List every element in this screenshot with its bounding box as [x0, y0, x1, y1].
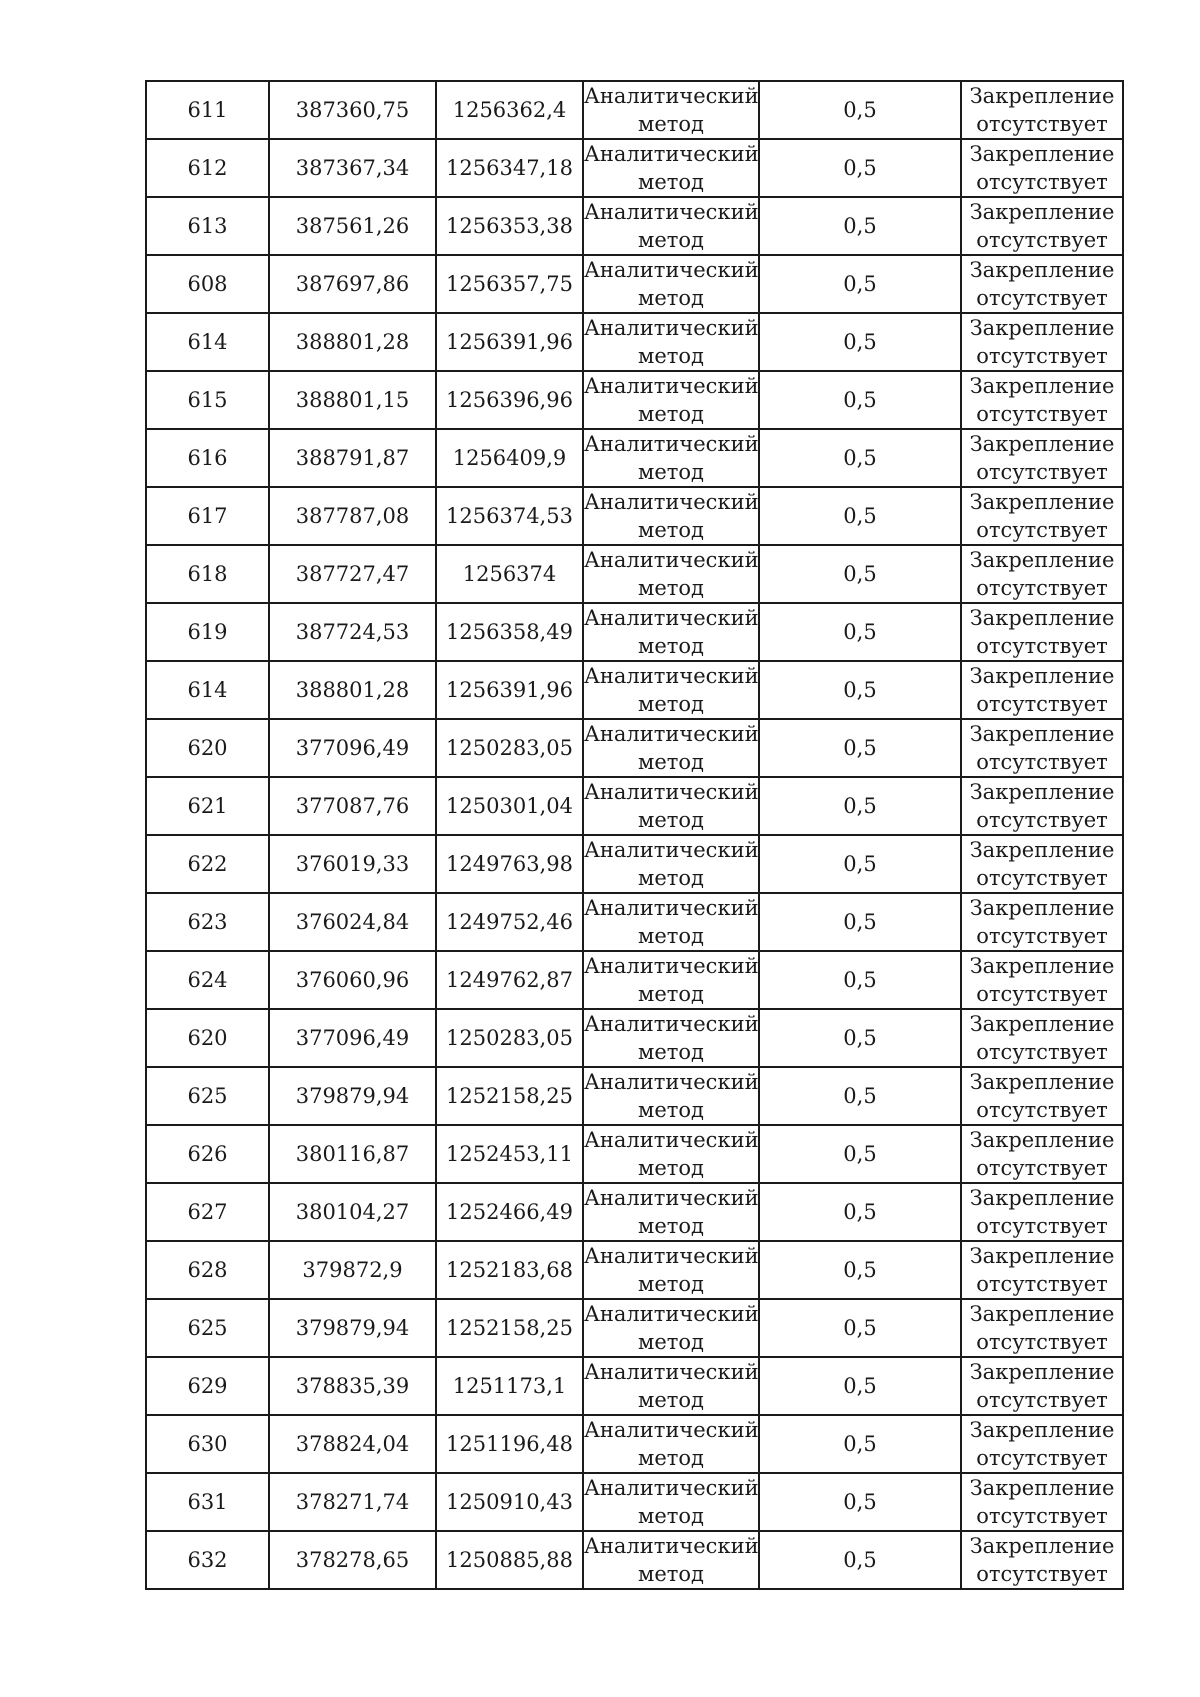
fixing-cell: Закрепление отсутствует [961, 835, 1123, 893]
point-number-cell: 614 [146, 313, 269, 371]
fixing-cell: Закрепление отсутствует [961, 1241, 1123, 1299]
y-coordinate-cell: 1250910,43 [436, 1473, 583, 1531]
table-row [146, 1531, 1123, 1589]
table-row [146, 1415, 1123, 1473]
method-cell: Аналитический метод [583, 545, 759, 603]
accuracy-cell: 0,5 [759, 197, 961, 255]
point-number-cell: 622 [146, 835, 269, 893]
method-cell: Аналитический метод [583, 1125, 759, 1183]
table-row [146, 1473, 1123, 1531]
table-row [146, 1241, 1123, 1299]
x-coordinate-cell: 387697,86 [269, 255, 436, 313]
point-number-cell: 617 [146, 487, 269, 545]
y-coordinate-cell: 1250283,05 [436, 719, 583, 777]
x-coordinate-cell: 388791,87 [269, 429, 436, 487]
table-row [146, 429, 1123, 487]
accuracy-cell: 0,5 [759, 603, 961, 661]
accuracy-cell: 0,5 [759, 1299, 961, 1357]
x-coordinate-cell: 376019,33 [269, 835, 436, 893]
point-number-cell: 630 [146, 1415, 269, 1473]
table-row [146, 1183, 1123, 1241]
accuracy-cell: 0,5 [759, 835, 961, 893]
fixing-cell: Закрепление отсутствует [961, 1183, 1123, 1241]
table-row [146, 487, 1123, 545]
x-coordinate-cell: 379872,9 [269, 1241, 436, 1299]
accuracy-cell: 0,5 [759, 893, 961, 951]
point-number-cell: 620 [146, 1009, 269, 1067]
table-row [146, 719, 1123, 777]
accuracy-cell: 0,5 [759, 371, 961, 429]
fixing-cell: Закрепление отсутствует [961, 371, 1123, 429]
method-cell: Аналитический метод [583, 1415, 759, 1473]
method-cell: Аналитический метод [583, 1241, 759, 1299]
point-number-cell: 623 [146, 893, 269, 951]
point-number-cell: 621 [146, 777, 269, 835]
y-coordinate-cell: 1256391,96 [436, 661, 583, 719]
x-coordinate-cell: 377096,49 [269, 719, 436, 777]
method-cell: Аналитический метод [583, 777, 759, 835]
y-coordinate-cell: 1256374 [436, 545, 583, 603]
fixing-cell: Закрепление отсутствует [961, 893, 1123, 951]
x-coordinate-cell: 387727,47 [269, 545, 436, 603]
point-number-cell: 632 [146, 1531, 269, 1589]
fixing-cell: Закрепление отсутствует [961, 603, 1123, 661]
accuracy-cell: 0,5 [759, 1473, 961, 1531]
point-number-cell: 614 [146, 661, 269, 719]
point-number-cell: 611 [146, 81, 269, 139]
table-row [146, 1125, 1123, 1183]
table-row [146, 255, 1123, 313]
accuracy-cell: 0,5 [759, 777, 961, 835]
x-coordinate-cell: 388801,15 [269, 371, 436, 429]
table-row [146, 371, 1123, 429]
point-number-cell: 626 [146, 1125, 269, 1183]
x-coordinate-cell: 378278,65 [269, 1531, 436, 1589]
y-coordinate-cell: 1251173,1 [436, 1357, 583, 1415]
point-number-cell: 618 [146, 545, 269, 603]
method-cell: Аналитический метод [583, 1183, 759, 1241]
accuracy-cell: 0,5 [759, 487, 961, 545]
y-coordinate-cell: 1256391,96 [436, 313, 583, 371]
x-coordinate-cell: 377096,49 [269, 1009, 436, 1067]
y-coordinate-cell: 1252466,49 [436, 1183, 583, 1241]
table-row [146, 835, 1123, 893]
table-row [146, 1067, 1123, 1125]
table-row [146, 951, 1123, 1009]
accuracy-cell: 0,5 [759, 1357, 961, 1415]
x-coordinate-cell: 376024,84 [269, 893, 436, 951]
point-number-cell: 620 [146, 719, 269, 777]
table-row [146, 545, 1123, 603]
y-coordinate-cell: 1256353,38 [436, 197, 583, 255]
fixing-cell: Закрепление отсутствует [961, 1531, 1123, 1589]
table-row [146, 197, 1123, 255]
accuracy-cell: 0,5 [759, 951, 961, 1009]
fixing-cell: Закрепление отсутствует [961, 139, 1123, 197]
method-cell: Аналитический метод [583, 1067, 759, 1125]
fixing-cell: Закрепление отсутствует [961, 81, 1123, 139]
fixing-cell: Закрепление отсутствует [961, 1009, 1123, 1067]
fixing-cell: Закрепление отсутствует [961, 1415, 1123, 1473]
y-coordinate-cell: 1252158,25 [436, 1067, 583, 1125]
x-coordinate-cell: 379879,94 [269, 1067, 436, 1125]
fixing-cell: Закрепление отсутствует [961, 1067, 1123, 1125]
table-row [146, 893, 1123, 951]
fixing-cell: Закрепление отсутствует [961, 777, 1123, 835]
y-coordinate-cell: 1251196,48 [436, 1415, 583, 1473]
point-number-cell: 625 [146, 1067, 269, 1125]
x-coordinate-cell: 388801,28 [269, 313, 436, 371]
method-cell: Аналитический метод [583, 371, 759, 429]
accuracy-cell: 0,5 [759, 1009, 961, 1067]
accuracy-cell: 0,5 [759, 255, 961, 313]
table-row [146, 777, 1123, 835]
point-number-cell: 624 [146, 951, 269, 1009]
method-cell: Аналитический метод [583, 603, 759, 661]
x-coordinate-cell: 378271,74 [269, 1473, 436, 1531]
y-coordinate-cell: 1256347,18 [436, 139, 583, 197]
point-number-cell: 628 [146, 1241, 269, 1299]
fixing-cell: Закрепление отсутствует [961, 1125, 1123, 1183]
method-cell: Аналитический метод [583, 1473, 759, 1531]
accuracy-cell: 0,5 [759, 1531, 961, 1589]
method-cell: Аналитический метод [583, 835, 759, 893]
table-row [146, 139, 1123, 197]
y-coordinate-cell: 1250885,88 [436, 1531, 583, 1589]
method-cell: Аналитический метод [583, 661, 759, 719]
accuracy-cell: 0,5 [759, 139, 961, 197]
table-row [146, 1009, 1123, 1067]
method-cell: Аналитический метод [583, 1009, 759, 1067]
point-number-cell: 625 [146, 1299, 269, 1357]
y-coordinate-cell: 1256396,96 [436, 371, 583, 429]
accuracy-cell: 0,5 [759, 1125, 961, 1183]
fixing-cell: Закрепление отсутствует [961, 951, 1123, 1009]
point-number-cell: 627 [146, 1183, 269, 1241]
x-coordinate-cell: 378835,39 [269, 1357, 436, 1415]
y-coordinate-cell: 1249752,46 [436, 893, 583, 951]
x-coordinate-cell: 388801,28 [269, 661, 436, 719]
fixing-cell: Закрепление отсутствует [961, 661, 1123, 719]
point-number-cell: 615 [146, 371, 269, 429]
table-row [146, 1357, 1123, 1415]
x-coordinate-cell: 376060,96 [269, 951, 436, 1009]
point-number-cell: 616 [146, 429, 269, 487]
table-row [146, 81, 1123, 139]
accuracy-cell: 0,5 [759, 1415, 961, 1473]
point-number-cell: 631 [146, 1473, 269, 1531]
fixing-cell: Закрепление отсутствует [961, 255, 1123, 313]
x-coordinate-cell: 387787,08 [269, 487, 436, 545]
y-coordinate-cell: 1249763,98 [436, 835, 583, 893]
point-number-cell: 613 [146, 197, 269, 255]
point-number-cell: 619 [146, 603, 269, 661]
method-cell: Аналитический метод [583, 81, 759, 139]
x-coordinate-cell: 379879,94 [269, 1299, 436, 1357]
y-coordinate-cell: 1250301,04 [436, 777, 583, 835]
x-coordinate-cell: 378824,04 [269, 1415, 436, 1473]
accuracy-cell: 0,5 [759, 1183, 961, 1241]
y-coordinate-cell: 1252183,68 [436, 1241, 583, 1299]
x-coordinate-cell: 387561,26 [269, 197, 436, 255]
accuracy-cell: 0,5 [759, 1067, 961, 1125]
boundary-points-table [145, 80, 1124, 1590]
y-coordinate-cell: 1252453,11 [436, 1125, 583, 1183]
y-coordinate-cell: 1249762,87 [436, 951, 583, 1009]
x-coordinate-cell: 380116,87 [269, 1125, 436, 1183]
x-coordinate-cell: 387724,53 [269, 603, 436, 661]
method-cell: Аналитический метод [583, 719, 759, 777]
accuracy-cell: 0,5 [759, 1241, 961, 1299]
fixing-cell: Закрепление отсутствует [961, 1357, 1123, 1415]
method-cell: Аналитический метод [583, 139, 759, 197]
point-number-cell: 612 [146, 139, 269, 197]
y-coordinate-cell: 1256409,9 [436, 429, 583, 487]
table-body [146, 81, 1123, 1589]
table-row [146, 603, 1123, 661]
accuracy-cell: 0,5 [759, 719, 961, 777]
accuracy-cell: 0,5 [759, 313, 961, 371]
x-coordinate-cell: 387360,75 [269, 81, 436, 139]
y-coordinate-cell: 1250283,05 [436, 1009, 583, 1067]
method-cell: Аналитический метод [583, 1357, 759, 1415]
y-coordinate-cell: 1256374,53 [436, 487, 583, 545]
method-cell: Аналитический метод [583, 255, 759, 313]
x-coordinate-cell: 377087,76 [269, 777, 436, 835]
method-cell: Аналитический метод [583, 197, 759, 255]
x-coordinate-cell: 380104,27 [269, 1183, 436, 1241]
point-number-cell: 629 [146, 1357, 269, 1415]
method-cell: Аналитический метод [583, 893, 759, 951]
method-cell: Аналитический метод [583, 429, 759, 487]
x-coordinate-cell: 387367,34 [269, 139, 436, 197]
y-coordinate-cell: 1256357,75 [436, 255, 583, 313]
method-cell: Аналитический метод [583, 951, 759, 1009]
point-number-cell: 608 [146, 255, 269, 313]
fixing-cell: Закрепление отсутствует [961, 1299, 1123, 1357]
fixing-cell: Закрепление отсутствует [961, 545, 1123, 603]
fixing-cell: Закрепление отсутствует [961, 429, 1123, 487]
accuracy-cell: 0,5 [759, 429, 961, 487]
method-cell: Аналитический метод [583, 1299, 759, 1357]
fixing-cell: Закрепление отсутствует [961, 313, 1123, 371]
table-row [146, 313, 1123, 371]
method-cell: Аналитический метод [583, 487, 759, 545]
y-coordinate-cell: 1256358,49 [436, 603, 583, 661]
method-cell: Аналитический метод [583, 1531, 759, 1589]
accuracy-cell: 0,5 [759, 545, 961, 603]
method-cell: Аналитический метод [583, 313, 759, 371]
fixing-cell: Закрепление отсутствует [961, 197, 1123, 255]
accuracy-cell: 0,5 [759, 661, 961, 719]
table-row [146, 1299, 1123, 1357]
fixing-cell: Закрепление отсутствует [961, 487, 1123, 545]
y-coordinate-cell: 1252158,25 [436, 1299, 583, 1357]
y-coordinate-cell: 1256362,4 [436, 81, 583, 139]
fixing-cell: Закрепление отсутствует [961, 1473, 1123, 1531]
fixing-cell: Закрепление отсутствует [961, 719, 1123, 777]
table-row [146, 661, 1123, 719]
accuracy-cell: 0,5 [759, 81, 961, 139]
